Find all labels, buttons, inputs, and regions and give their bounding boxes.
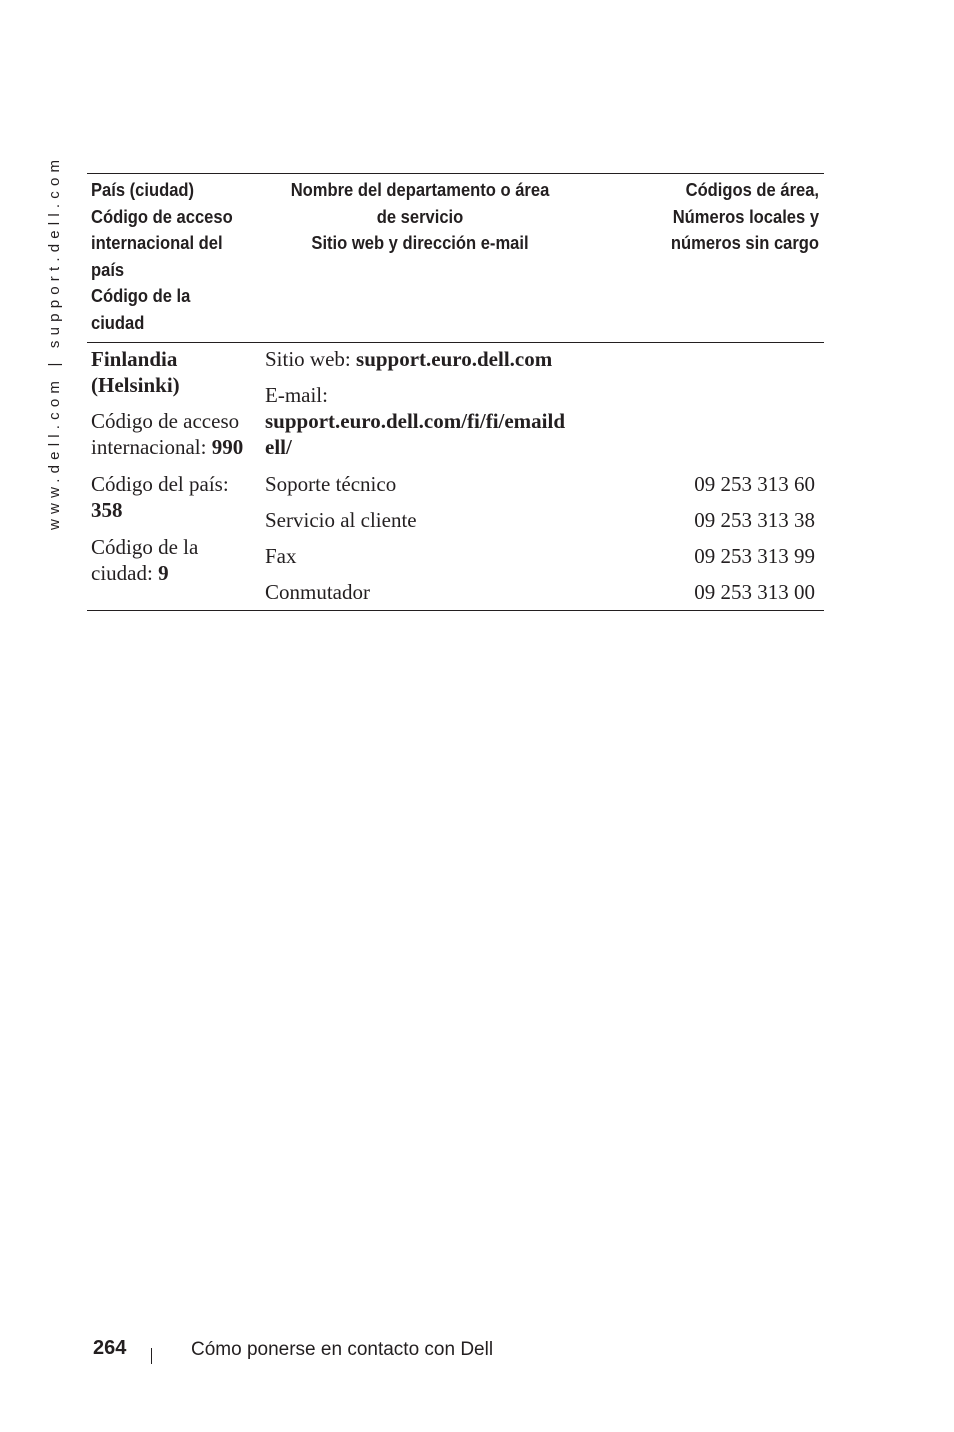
header-department-column bbox=[275, 177, 566, 257]
country-code: 358 bbox=[91, 498, 123, 522]
city-code: 9 bbox=[158, 561, 169, 585]
service-number: 09 253 313 00 bbox=[694, 580, 815, 604]
header-line: Números locales y bbox=[672, 206, 819, 227]
service-name: Servicio al cliente bbox=[265, 508, 417, 532]
header-line: números sin cargo bbox=[670, 233, 819, 253]
city-code-label-end: ciudad: bbox=[91, 561, 153, 585]
service-number: 09 253 313 60 bbox=[694, 472, 815, 496]
intl-access-code: 990 bbox=[211, 435, 244, 459]
website-link[interactable]: support.euro.dell.com bbox=[356, 347, 553, 371]
city-code-label: Código de la bbox=[91, 535, 199, 559]
header-numbers-column bbox=[671, 177, 819, 257]
header-line: Nombre del departamento o área bbox=[290, 180, 550, 200]
table-bottom-rule bbox=[87, 610, 824, 611]
service-number: 09 253 313 99 bbox=[694, 544, 815, 568]
table-header-rule bbox=[87, 342, 824, 343]
header-line: Códigos de área, bbox=[685, 180, 819, 200]
email-label: E-mail: bbox=[265, 383, 328, 407]
email-link[interactable]: support.euro.dell.com/fi/fi/emaild bbox=[265, 409, 566, 433]
header-line: de servicio bbox=[376, 206, 464, 227]
intl-access-line bbox=[91, 434, 243, 460]
side-url-text: www.dell.com | support.dell.com bbox=[46, 154, 63, 530]
service-name: Conmutador bbox=[265, 580, 370, 604]
city-name: (Helsinki) bbox=[91, 373, 180, 397]
header-line: ciudad bbox=[91, 312, 145, 333]
service-number: 09 253 313 38 bbox=[694, 508, 815, 532]
service-name: Fax bbox=[265, 544, 297, 568]
website-label: Sitio web: bbox=[265, 347, 351, 371]
header-line: País (ciudad) bbox=[91, 180, 195, 200]
service-name: Soporte técnico bbox=[265, 472, 397, 496]
intl-access-label-end: internacional: bbox=[91, 435, 207, 459]
intl-access-label: Código de acceso bbox=[91, 409, 240, 433]
email-link-continued[interactable]: ell/ bbox=[265, 435, 292, 459]
page-number: 264 bbox=[93, 1337, 127, 1359]
country-name: Finlandia bbox=[91, 347, 178, 371]
header-line: país bbox=[91, 259, 125, 280]
city-code-line bbox=[91, 560, 169, 586]
header-line: Sitio web y dirección e-mail bbox=[311, 233, 529, 253]
header-line: internacional del bbox=[91, 233, 223, 253]
header-country-column bbox=[91, 177, 233, 336]
chapter-title: Cómo ponerse en contacto con Dell bbox=[191, 1339, 494, 1360]
footer-divider bbox=[151, 1348, 152, 1364]
header-line: Código de la bbox=[91, 286, 191, 306]
website-line bbox=[265, 346, 552, 372]
table-top-rule bbox=[87, 173, 824, 174]
country-code-label: Código del país: bbox=[91, 472, 229, 496]
header-line: Código de acceso bbox=[91, 206, 233, 227]
